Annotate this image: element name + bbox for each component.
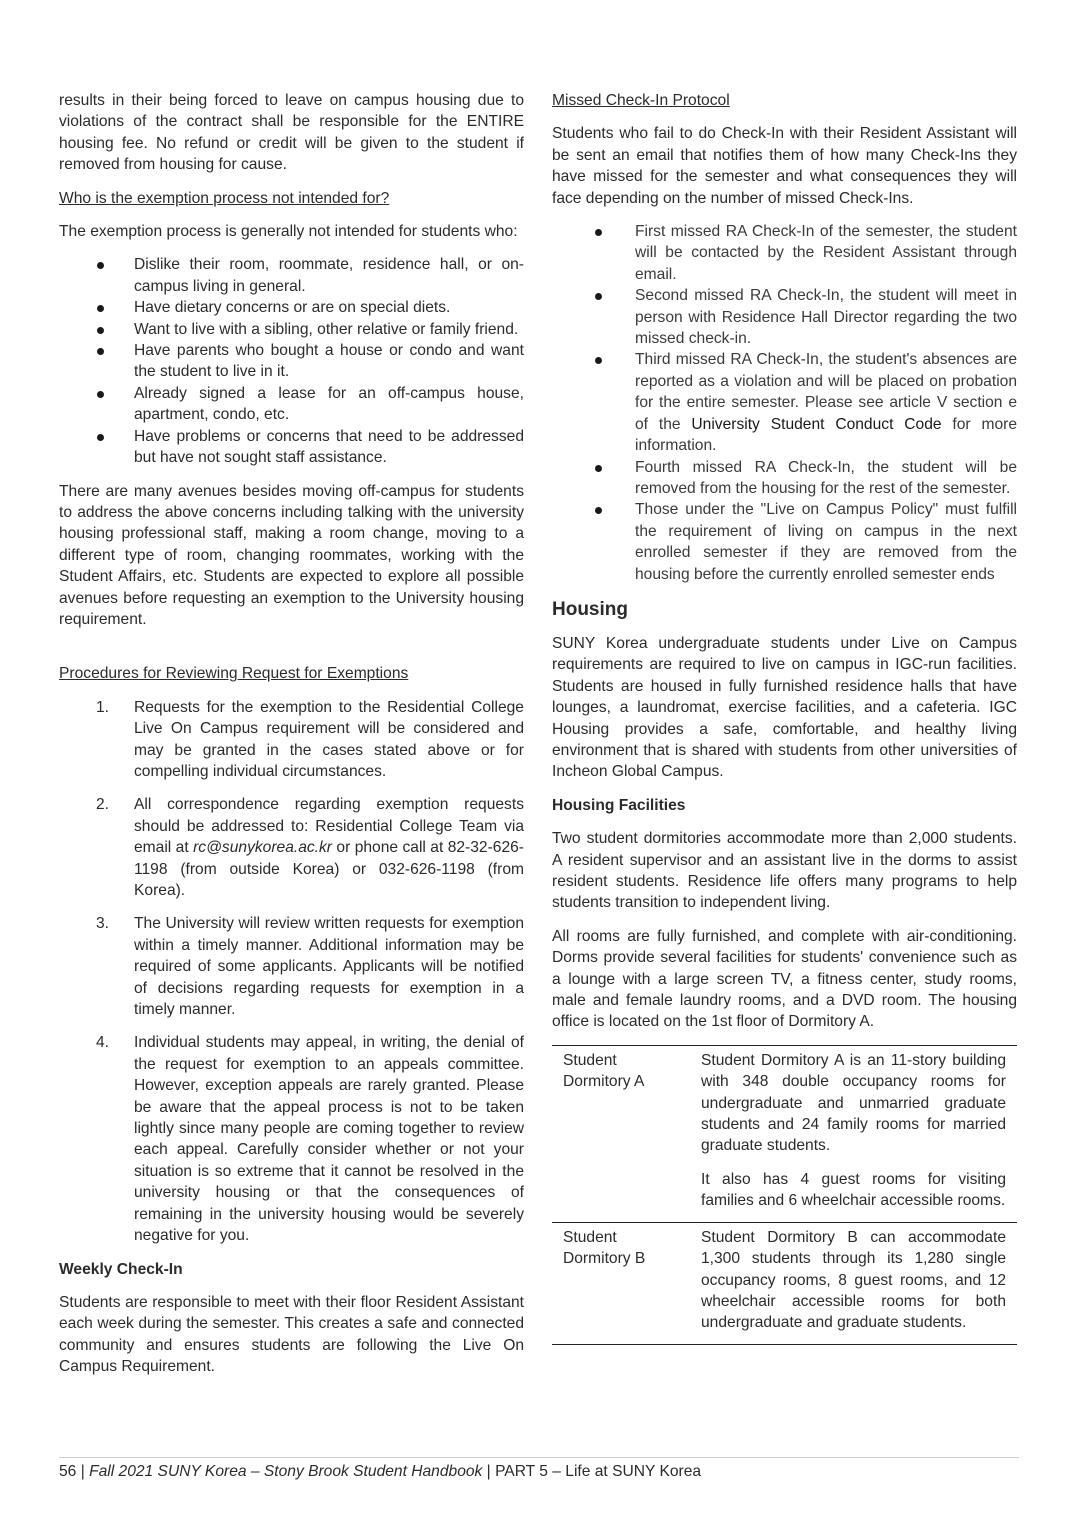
book-title: Fall 2021 SUNY Korea – Stony Brook Student Handbook	[89, 1463, 483, 1480]
exemption-paragraph: The exemption process is generally not intended for students who:	[59, 223, 518, 241]
dorm-name: Student Dormitory B	[563, 1228, 646, 1268]
conduct-code-link[interactable]: University Student Conduct Code	[691, 415, 942, 433]
list-item: Fourth missed RA Check-In, the student will be removed from the housing for the rest of the semester.	[552, 457, 1017, 500]
right-column	[552, 90, 1017, 1345]
list-item: Want to live with a sibling, other relative or family friend.	[59, 319, 524, 340]
bullet-icon	[595, 293, 602, 300]
bullet-icon	[97, 327, 104, 334]
page-footer: 56 | Fall 2021 SUNY Korea – Stony Brook Student Handbook | PART 5 – Life at SUNY Korea	[59, 1463, 702, 1480]
page-number: 56	[59, 1463, 77, 1480]
list-item: Those under the "Live on Campus Policy" must fulfill the requirement of living on campus in the next enrolled semester if they are removed from the housing before the currently enrolled semester ends	[552, 499, 1017, 585]
housing-heading: Housing	[552, 598, 628, 620]
list-item: 1. Requests for the exemption to the Residential College Live On Campus requirement will be considered and may be granted in the cases stated above or for compelling individual circumstances.	[96, 698, 524, 780]
bullet-icon	[595, 507, 602, 514]
list-item: Already signed a lease for an off-campus house, apartment, condo, etc.	[59, 383, 524, 426]
left-column	[59, 90, 524, 1390]
list-item: 4. Individual students may appeal, in writing, the denial of the request for exemption to an appeals committee. However, exception appeals are rarely granted. Please be aware that the appeal process is not to be taken lightly since many people are coming together to review each appeal. Carefully consider whether or not your situation is so extreme that it cannot be resolved in the university housing or that the consequences of remaining in the university housing would be severely negative for you.	[96, 1034, 524, 1245]
bullet-icon	[97, 434, 104, 441]
list-item: Dislike their room, roommate, residence hall, or on-campus living in general.	[59, 254, 524, 297]
list-item: 3. The University will review written requests for exemption within a timely manner. Additional information may be required of some applicants. Applicants will be notified of decisions regarding requests for exemption in a timely manner.	[96, 915, 524, 1019]
footer-divider	[59, 1457, 1019, 1458]
dorm-description: Student Dormitory A is an 11-story building with 348 double occupancy rooms for undergraduate and unmarried graduate students and 24 family rooms for married graduate students. It also has 4 guest rooms for visiting families and 6 wheelchair accessible rooms.	[701, 1051, 1006, 1210]
bullet-icon	[97, 391, 104, 398]
procedures-heading: Procedures for Reviewing Request for Exemptions	[59, 665, 409, 683]
missed-checkin-heading: Missed Check-In Protocol	[552, 92, 730, 109]
list-item: 2. All correspondence regarding exemption requests should be addressed to: Residential College Team via email at rc@sunykorea.ac.kr or phone call at 82-32-626-1198 (from outside Korea) or 032-626-1198 (from Korea).	[96, 796, 524, 899]
weekly-checkin-heading: Weekly Check-In	[59, 1260, 183, 1278]
housing-paragraph: SUNY Korea undergraduate students under Live on Campus requirements are required to live on campus in IGC-run facilities. Students are housed in fully furnished residence halls that have lounges, a laundromat, exercise facilities, and a cafeteria. IGC Housing provides a safe, comfortable, and healthy living environment that is shared with students from other universities of Incheon Global Campus.	[552, 634, 1017, 781]
list-item: First missed RA Check-In of the semester, the student will be contacted by the Resident Assistant through email.	[552, 221, 1017, 285]
exemption-list	[59, 254, 524, 468]
bullet-icon	[595, 229, 602, 236]
bullet-icon	[97, 348, 104, 355]
bullet-icon	[595, 465, 602, 472]
intro-paragraph: results in their being forced to leave on campus housing due to violations of the contract shall be responsible for the ENTIRE housing fee. No refund or credit will be given to the student if removed from housing for cause.	[59, 92, 524, 174]
part-title: PART 5 – Life at SUNY Korea	[495, 1463, 702, 1480]
missed-checkin-list	[552, 221, 1017, 585]
facilities-paragraph-2: All rooms are fully furnished, and complete with air-conditioning. Dorms provide several facilities for students' convenience such as a lounge with a large screen TV, a fitness center, study rooms, male and female laundry rooms, and a DVD room. The housing office is located on the 1st floor of Dormitory A.	[552, 927, 1017, 1031]
weekly-checkin-paragraph: Students are responsible to meet with their floor Resident Assistant each week during the semester. This creates a safe and connected community and ensures students are following the Live On Campus Requirement.	[59, 1293, 524, 1376]
housing-facilities-heading: Housing Facilities	[552, 796, 686, 814]
list-item: Third missed RA Check-In, the student's absences are reported as a violation and will be placed on probation for the entire semester. Please see article V section e of the University Student Conduct Code for more information.	[552, 349, 1017, 456]
facilities-paragraph-1: Two student dormitories accommodate more than 2,000 students. A resident supervisor and an assistant live in the dorms to assist resident students. Residence life offers many programs to help students transition to independent living.	[552, 830, 1017, 912]
bullet-icon	[595, 357, 602, 364]
bullet-icon	[97, 305, 104, 312]
dorm-description: Student Dormitory B can accommodate 1,300 students through its 1,280 single occupancy rooms, 8 guest rooms, and 12 wheelchair accessible rooms for both undergraduate and graduate students.	[701, 1228, 1006, 1332]
dorm-name: Student Dormitory A	[563, 1051, 645, 1091]
missed-checkin-paragraph: Students who fail to do Check-In with their Resident Assistant will be sent an email that notifies them of how many Check-Ins they have missed for the semester and what consequences they will face depending on the number of missed Check-Ins.	[552, 125, 1017, 207]
bullet-icon	[97, 262, 104, 269]
procedures-list	[59, 697, 524, 1247]
table-row	[552, 1045, 1017, 1222]
dormitory-table	[552, 1045, 1017, 1345]
avenues-paragraph: There are many avenues besides moving off-campus for students to address the above concerns including talking with the university housing professional staff, making a room change, moving to a different type of room, changing roommates, working with the Student Affairs, etc. Students are expected to explore all possible avenues before requesting an exemption to the University housing requirement.	[59, 482, 524, 628]
list-item: Have parents who bought a house or condo and want the student to live in it.	[59, 340, 524, 383]
list-item: Have dietary concerns or are on special diets.	[59, 297, 524, 318]
list-item: Have problems or concerns that need to be addressed but have not sought staff assistance.	[59, 426, 524, 469]
list-item: Second missed RA Check-In, the student will meet in person with Residence Hall Director regarding the two missed check-in.	[552, 285, 1017, 349]
table-row	[552, 1222, 1017, 1344]
email-link[interactable]: rc@sunykorea.ac.kr	[193, 839, 332, 857]
exemption-heading: Who is the exemption process not intended for?	[59, 189, 390, 207]
